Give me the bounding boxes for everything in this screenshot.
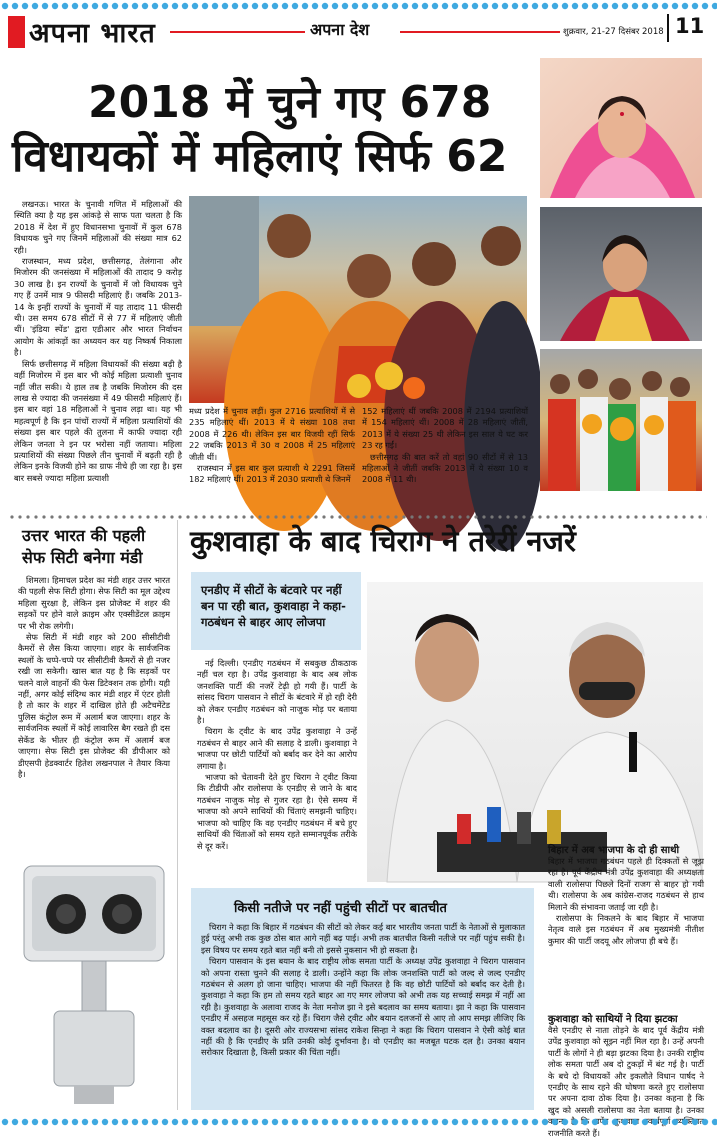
portrait-woman-illustration <box>540 58 702 198</box>
right-photo-1 <box>540 58 702 198</box>
story3-box-body: चिराग ने कहा कि बिहार में गठबंधन की सीटों को लेकर कई बार भारतीय जनता पार्टी के नेताओं से मुलाकात हुई परंतु अभी तक कुछ ठोस बात आगे नहीं बढ़ पाई। अभी तक बातचीत किसी नतीजे पर नहीं पहुंच सकी है। इस विषय पर समय रहते बात नहीं बनी तो इससे नुकसान भी हो सकता है। चिराग पासवान के इस बयान के बाद राष्ट्रीय लोक समता पार्टी के अध्यक्ष उपेंद्र कुशवाहा ने चिराग पासवान को अपना रास्ता चुनने की सलाह दे डाली। उन्होंने कहा कि लोक जनशक्ति पार्टी को जल्द से जल्द एनडीए गठबंधन से अलग हो जाना चाहिए। भाजपा की नहीं फितरत है कि वह छोटी पार्टियों को बर्बाद कर देती है। कुशवाहा ने कहा कि हम तो समय रहते बाहर आ गए मगर लोजपा को अभी तक यह सच्चाई समझ में नहीं आ रही है। कुशवाहा के अलावा राजद के नेता मनोज झा ने इसे बदलाव का समय बताया। झा ने कहा कि पासवान एनडीए में असहज महसूस कर रहे हैं। चिराग जैसे ट्वीट और बयान दलजनों से आए तो आप समझ लीजिए कि वक्त बदलाव का है। दूसरी ओर राज्यसभा सांसद राकेश सिन्हा ने कहा कि चिराग पासवान ने ऐसी कोई बात नहीं की है कि एनडीए के प्रति उनकी कोई दुर्भावना है। वो एनडीए का मजबूत घटक दल है। उनका बयान सरोकार दिखाता है, किसी प्रकार की चिंता नहीं। <box>201 922 525 1058</box>
masthead-red-block <box>8 16 25 48</box>
section-divider <box>0 505 717 511</box>
side-headline: बिहार में अब भाजपा के दो ही साथी <box>548 845 680 856</box>
press-conference-illustration <box>367 582 703 882</box>
story3-body: नई दिल्ली। एनडीए गठबंधन में सबकुछ ठीकठाक नहीं चल रहा है। उपेंद्र कुशवाहा के बाद अब लोक जनशक्ति पार्टी की नजरें टेढ़ी हो गयी हैं। पार्टी के सांसद चिराग पासवान ने सीटों के बंटवारे में हो रही देरी को लेकर एनडीए गठबंधन को नाजुक मोड़ पर बताया है। चिराग के ट्वीट के बाद उपेंद्र कुशवाहा ने उन्हें गठबंधन से बाहर आने की सलाह दे डाली। कुशवाहा ने भाजपा पर छोटी पार्टियों को बर्बाद कर देने का आरोप लगाया है। भाजपा को चेतावनी देते हुए चिराग ने ट्वीट किया कि टीडीपी और रालोसपा के एनडीए से जाने के बाद गठबंधन नाजुक मोड़ से गुजर रहा है। ऐसे समय में भाजपा को अपने साथियों की चिंताएं समझनी चाहिए। भाजपा को चाहिए कि वह एनडीए गठबंधन में बचे हुए साथियों की चिंताओं को समय रहते सम्मानपूर्वक तरीके से दूर करें। <box>197 658 357 851</box>
right-photo-3 <box>540 349 702 491</box>
story1-headline-2: विधायकों में महिलाएं सिर्फ 62 <box>12 131 508 182</box>
story3-headline: कुशवाहा के बाद चिराग ने तरेरीं नजरें <box>190 524 576 558</box>
cctv-camera-photo <box>14 836 174 1110</box>
rally-illustration <box>189 196 527 403</box>
side2-headline: कुशवाहा को साथियों ने दिया झटका <box>548 1014 678 1025</box>
story1-main-photo <box>189 196 527 403</box>
side-body: बिहार में भाजपा गठबंधन पहले ही दिक्कतों से जूझ रहा है। पूर्व केंद्रीय मंत्री उपेंद्र कुशवाहा की अध्यक्षता वाली रालोसपा पिछले दिनों राजग से बाहर हो गयी थी। रालोसपा के अब कांग्रेस-राजद गठबंधन से हाथ मिलाने की संभावना जताई जा रही है। रालोसपा के निकलने के बाद बिहार में भाजपा नेतृत्व वाले इस गठबंधन में अब मुख्यमंत्री नीतीश कुमार की पार्टी जदयू और लोजपा ही बचे हैं। <box>548 856 704 946</box>
story2-headline-2: सेफ सिटी बनेगा मंडी <box>22 548 143 567</box>
header-red-line-2 <box>400 31 560 33</box>
story1-column-3: 152 महिलाएं थीं जबकि 2008 में 2194 प्रत्याशियों में 154 महिलाएं थीं। 2008 में 28 महिलाएं जीतीं, 2013 में ये संख्या 25 थी लेकिन इस साल ये घट कर 23 रह गईं। छत्तीसगढ़ की बात करें तो वहां 90 सीटों में से 13 महिलाओं ने जीतीं जबकि 2013 में ये संख्या 10 व 2008 में 11 थी। <box>362 406 528 485</box>
masthead: अपना भारत <box>29 18 156 49</box>
story3-box-headline: किसी नतीजे पर नहीं पहुंची सीटों पर बातचीत <box>234 901 447 916</box>
story1-column-2: मध्य प्रदेश में चुनाव लड़ीं। कुल 2716 प्रत्याशियों में से 235 महिलाएं थीं। 2013 में ये संख्या 108 तथा 2008 में 226 थी। लेकिन इस बार विजयी रहीं सिर्फ 22 जबकि 2013 में 30 व 2008 में 25 महिलाएं जीती थीं। राजस्थान में इस बार कुल प्रत्याशी थे 2291 जिसमें 182 महिलाएं थीं। 2013 में 2030 प्रत्याशी थे जिनमें <box>189 406 355 485</box>
page-number: 11 <box>675 14 705 38</box>
section-label: अपना देश <box>310 20 370 39</box>
portrait-woman-2-illustration <box>540 207 702 341</box>
story1-column-1: लखनऊ। भारत के चुनावी गणित में महिलाओं की स्थिति क्या है यह इस आंकड़े से साफ पता चलता है कि 2018 में देश में हुए विधानसभा चुनावों में कुल 678 विधायक चुने गए जिनमें महिलाओं की संख्या मात्र 62 रही। राजस्थान, मध्य प्रदेश, छत्तीसगढ़, तेलंगाना और मिजोरम की जनसंख्या में महिलाओं की तादाद 9 करोड़ 30 लाख है। इन राज्यों के चुनावों में जो विधायक चुने गए हैं उनमें मात्र 9 फीसदी महिलाएं हैं। जबकि 2013-14 के इन्हीं राज्यों के चुनावों में यह तादाद 11 फीसदी थी। उस समय 678 सीटों में से 77 में महिलाएं जीती थीं। 'इंडिया स्पेंड' द्वारा एडीआर और भारत निर्वाचन आयोग के आंकड़ों का अध्ययन कर यह निष्कर्ष निकाला है। सिर्फ छत्तीसगढ़ में महिला विधायकों की संख्या बढ़ी है वहीं मिजोरम में इस बार भी कोई महिला प्रत्याशी चुनाव नहीं जीत सकी। ये हाल तब है जबकि मिजोरम की दस लाख से ज्यादा की जनसंख्या में 49 फीसदी महिलाएं हैं। इस बार वहां 18 महिलाओं ने चुनाव लड़ा था। यह भी महत्वपूर्ण है कि इन पांचों राज्यों में महिला प्रत्याशियों की संख्या इस बार पहले की तुलना में काफी ज्यादा रही लेकिन जनता ने इन पर भरोसा नहीं जताया। महिला प्रत्याशियों की संख्या पिछले तीन चुनावों में बढ़ती रही है लेकिन इनके विजयी होने का ग्राफ नीचे ही जा रहा है। इस बार सबसे ज्यादा महिला प्रत्याशी <box>14 199 182 483</box>
top-dot-strip <box>0 2 717 10</box>
crowd-garlands-illustration <box>540 349 702 491</box>
cctv-camera-illustration <box>14 836 174 1110</box>
header-red-line <box>170 31 305 33</box>
story2-body: शिमला। हिमाचल प्रदेश का मंडी शहर उत्तर भारत की पहली सेफ सिटी होगा। सेफ सिटी का मूल उद्देश्य महिला सुरक्षा है, लेकिन इस प्रोजेक्ट में शहर की सड़कों पर होने वाले क्राइम और एक्सीडेंटल क्राइम पर भी रोक लगेगी। सेफ सिटी में मंडी शहर को 200 सीसीटीवी कैमरों से लैस किया जाएगा। शहर के सार्वजनिक स्थलों के चप्पे-चप्पे पर सीसीटीवी कैमरों से ही नजर रखी जा सकेगी। खास बात यह है कि सड़कों पर चलने वाले वाहनों की फेस डिटेक्शन तक होगी। यही नहीं, अगर कोई संदिग्ध कार मंडी शहर में एंटर होती है तो कार के शहर में दाखिल होते ही अटैचमेंटेड पुलिस कंट्रोल रूम में अलार्म बज जाएगा। शहर के सार्वजनिक स्थलों में कोई लावारिस बैग रखते ही दस सेकेंड के भीतर ही कंट्रोल रूम में अलार्म बज जाएगा। सेफ सिटी इस प्रोजेक्ट की डीपीआर को डीएसपी हेडक्वार्टर हितेश लखनपाल ने तैयार किया है। <box>18 575 170 779</box>
page-number-divider <box>667 14 669 42</box>
issue-date: शुक्रवार, 21-27 दिसंबर 2018 <box>563 27 664 37</box>
story3-subhead-box <box>191 572 361 650</box>
story1-headline-1: 2018 में चुने गए 678 <box>88 77 492 128</box>
bottom-dot-strip <box>0 1118 717 1126</box>
story2-headline-1: उत्तर भारत की पहली <box>22 526 146 545</box>
right-photo-2 <box>540 207 702 341</box>
press-conference-photo <box>367 582 703 882</box>
story3-subhead: एनडीए में सीटों के बंटवारे पर नहीं बन पा रही बात, कुशवाहा ने कहा-गठबंधन से बाहर आए लोजपा <box>201 583 346 629</box>
side2-body: वैसे एनडीए से नाता तोड़ने के बाद पूर्व केंद्रीय मंत्री उपेंद्र कुशवाहा को सूझ्न नहीं मिल रहा है। उन्हें अपनी पार्टी के लोगों ने ही बड़ा झटका दिया है। उनकी राष्ट्रीय लोक समता पार्टी अब दो टुकड़ों में बंट गई है। पार्टी के बचे दो विधायकों और इकलौते विधान पार्षद ने एनडीए के साथ रहने की घोषणा करते हुए रालोसपा पर अपना दावा ठोक दिया है। उनका कहना है कि खुद को असली रालोसपा का नेता बताया है। उनका राजनीति करते हैं। <box>548 1025 704 1138</box>
